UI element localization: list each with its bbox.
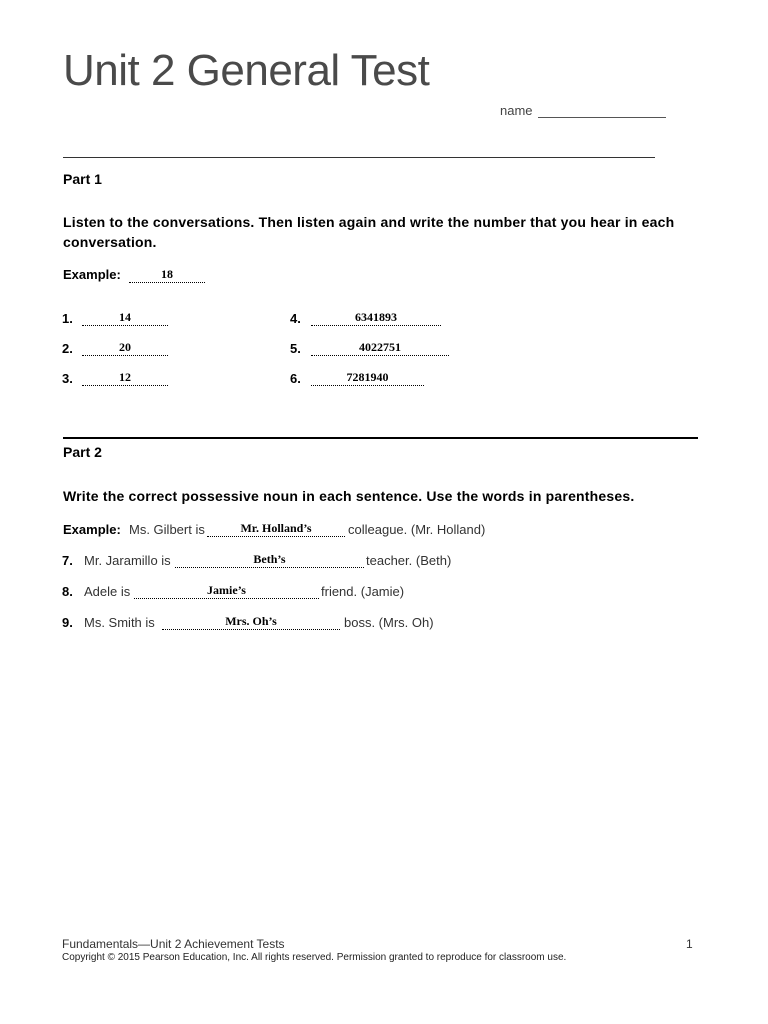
part2-heading: Part 2 <box>63 444 102 460</box>
item-8-answer[interactable]: Jamie’s <box>134 583 319 599</box>
item-3-answer[interactable]: 12 <box>82 370 168 386</box>
item-9-answer[interactable]: Mrs. Oh’s <box>162 614 340 630</box>
item-9-before: Ms. Smith is <box>84 615 155 630</box>
page-title: Unit 2 General Test <box>63 46 430 95</box>
item-6-number: 6. <box>290 371 301 386</box>
item-7-number: 7. <box>62 553 73 568</box>
copyright: Copyright © 2015 Pearson Education, Inc. All rights reserved. Permission granted to reproduce for classroom use. <box>62 952 567 963</box>
page-number: 1 <box>686 937 693 951</box>
part1-instruction: Listen to the conversations. Then listen again and write the number that you hear in each conversation. <box>63 214 675 250</box>
part2-example-label: Example: <box>63 522 121 537</box>
part2-example-after: colleague. (Mr. Holland) <box>348 522 486 537</box>
part1-heading: Part 1 <box>63 171 102 187</box>
item-2-answer[interactable]: 20 <box>82 340 168 356</box>
part2-instruction: Write the correct possessive noun in each sentence. Use the words in parentheses. <box>63 488 635 504</box>
item-2-number: 2. <box>62 341 73 356</box>
name-label: name <box>500 103 533 118</box>
item-1-number: 1. <box>62 311 73 326</box>
item-8-after: friend. (Jamie) <box>321 584 405 599</box>
name-field[interactable] <box>538 117 666 118</box>
footer-title: Fundamentals—Unit 2 Achievement Tests <box>62 937 285 951</box>
item-8-before: Adele is <box>84 584 131 599</box>
part2-example-answer: Mr. Holland’s <box>207 521 345 537</box>
item-1-answer[interactable]: 14 <box>82 310 168 326</box>
item-7-before: Mr. Jaramillo is <box>84 553 171 568</box>
item-4-number: 4. <box>290 311 301 326</box>
item-9-number: 9. <box>62 615 73 630</box>
section-divider <box>63 437 698 439</box>
item-7-answer[interactable]: Beth’s <box>175 552 364 568</box>
item-5-number: 5. <box>290 341 301 356</box>
divider <box>63 157 655 158</box>
item-6-answer[interactable]: 7281940 <box>311 370 424 386</box>
item-3-number: 3. <box>62 371 73 386</box>
item-9-after: boss. (Mrs. Oh) <box>344 615 434 630</box>
part2-example-before: Ms. Gilbert is <box>129 522 205 537</box>
item-7-after: teacher. (Beth) <box>366 553 452 568</box>
item-5-answer[interactable]: 4022751 <box>311 340 449 356</box>
part1-example-label: Example: <box>63 267 121 282</box>
item-8-number: 8. <box>62 584 73 599</box>
part1-example-answer: 18 <box>129 267 205 283</box>
item-4-answer[interactable]: 6341893 <box>311 310 441 326</box>
